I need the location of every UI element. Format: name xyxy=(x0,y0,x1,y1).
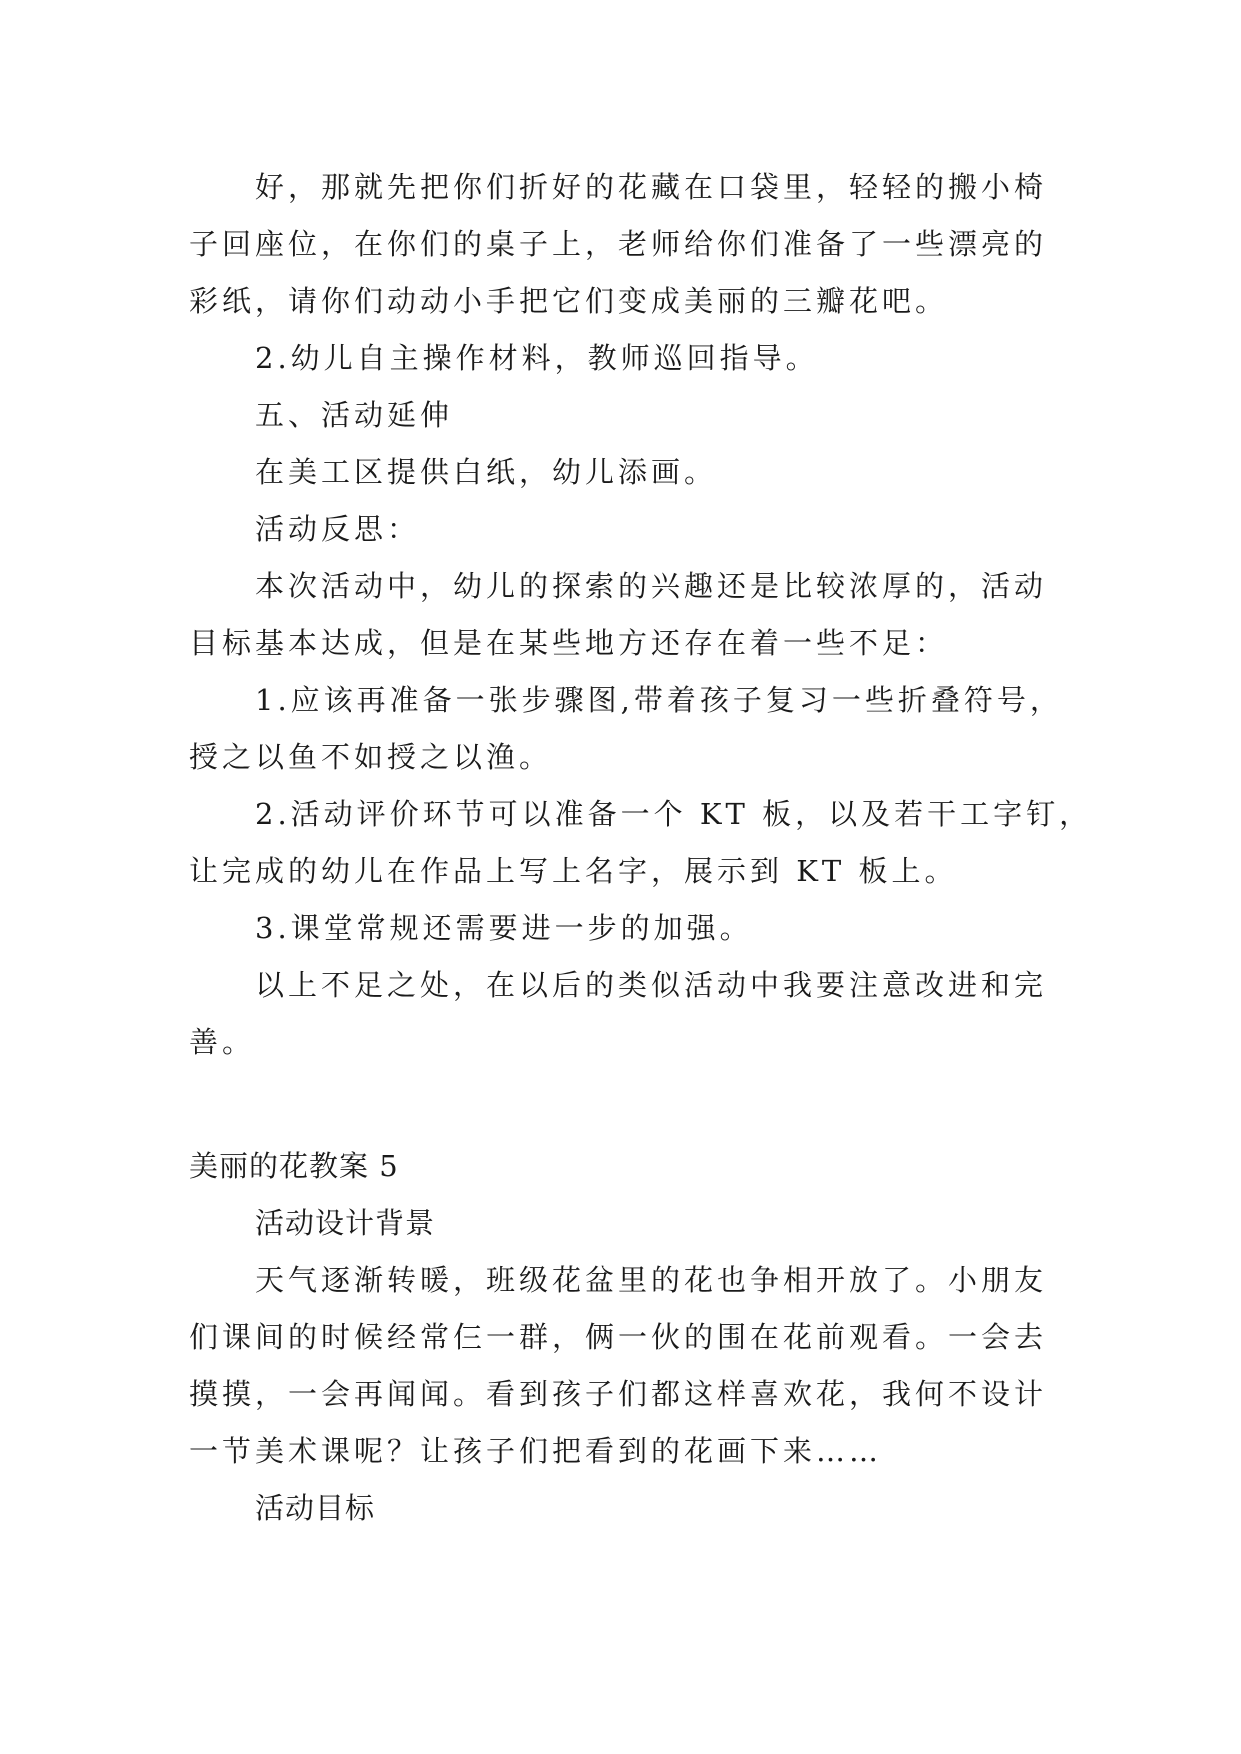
paragraph-line: 2.活动评价环节可以准备一个 KT 板，以及若干工字钉， xyxy=(255,797,1093,831)
paragraph-line: 让完成的幼儿在作品上写上名字，展示到 KT 板上。 xyxy=(189,854,958,888)
paragraph-line: 好，那就先把你们折好的花藏在口袋里，轻轻的搬小椅 xyxy=(255,170,1048,204)
paragraph-line: 目标基本达成，但是在某些地方还存在着一些不足： xyxy=(189,626,949,660)
paragraph-line: 3.课堂常规还需要进一步的加强。 xyxy=(255,911,753,945)
paragraph-line: 们课间的时候经常仨一群，俩一伙的围在花前观看。一会去 xyxy=(189,1320,1048,1354)
paragraph-line: 授之以鱼不如授之以渔。 xyxy=(189,740,553,774)
paragraph-line: 一节美术课呢？让孩子们把看到的花画下来…… xyxy=(189,1434,883,1468)
paragraph-line: 善。 xyxy=(189,1025,256,1059)
paragraph-line: 1.应该再准备一张步骤图,带着孩子复习一些折叠符号， xyxy=(255,683,1063,717)
paragraph-line: 在美工区提供白纸，幼儿添画。 xyxy=(255,455,718,489)
paragraph-line: 以上不足之处，在以后的类似活动中我要注意改进和完 xyxy=(255,968,1048,1002)
section-heading: 活动目标 xyxy=(255,1491,376,1525)
paragraph-line: 本次活动中，幼儿的探索的兴趣还是比较浓厚的，活动 xyxy=(255,569,1048,603)
paragraph-line: 子回座位，在你们的桌子上，老师给你们准备了一些漂亮的 xyxy=(189,227,1048,261)
paragraph-line: 2.幼儿自主操作材料，教师巡回指导。 xyxy=(255,341,819,375)
document-title: 美丽的花教案 5 xyxy=(189,1149,399,1183)
paragraph-line: 彩纸，请你们动动小手把它们变成美丽的三瓣花吧。 xyxy=(189,284,949,318)
paragraph-line: 摸摸，一会再闻闻。看到孩子们都这样喜欢花，我何不设计 xyxy=(189,1377,1048,1411)
section-heading: 活动反思： xyxy=(255,512,421,546)
section-heading: 活动设计背景 xyxy=(255,1206,436,1240)
section-heading: 五、活动延伸 xyxy=(255,398,454,432)
paragraph-line: 天气逐渐转暖，班级花盆里的花也争相开放了。小朋友 xyxy=(255,1263,1048,1297)
